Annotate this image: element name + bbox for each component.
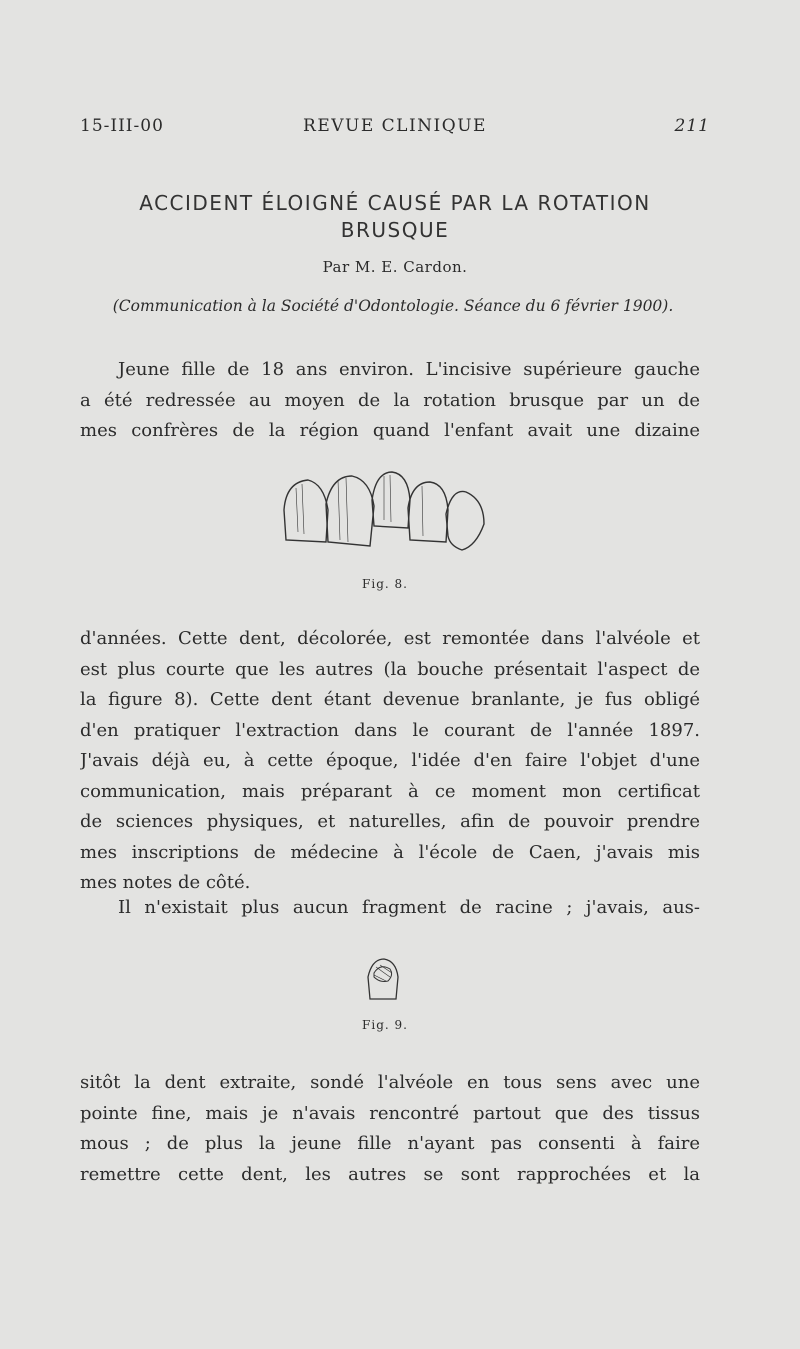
text-line: mes inscriptions de médecine à l'école de Caen, j'avais mis bbox=[80, 841, 700, 863]
figure-9-caption: Fig. 9. bbox=[362, 1018, 408, 1032]
article-title-line-1: ACCIDENT ÉLOIGNÉ CAUSÉ PAR LA ROTATION bbox=[139, 191, 651, 215]
text-line: Jeune fille de 18 ans environ. L'incisive supérieure gauche bbox=[118, 359, 700, 380]
text-line: mes confrères de la région quand l'enfant avait une dizaine bbox=[80, 420, 700, 441]
figure-8-teeth-illustration bbox=[280, 470, 500, 560]
paragraph-4 bbox=[80, 1068, 700, 1190]
text-line: la figure 8). Cette dent étant devenue branlante, je fus obligé bbox=[80, 689, 700, 710]
text-line: J'avais déjà eu, à cette époque, l'idée d'en faire l'objet d'une bbox=[80, 750, 700, 771]
text-line: pointe fine, mais je n'avais rencontré partout que des tissus bbox=[80, 1102, 700, 1124]
text-line: remettre cette dent, les autres se sont rapprochées et la bbox=[80, 1163, 700, 1185]
figure-8-caption: Fig. 8. bbox=[362, 577, 408, 591]
issue-date: 15-III-00 bbox=[80, 116, 164, 136]
text-line: est plus courte que les autres (la bouche présentait l'aspect de bbox=[80, 658, 700, 680]
text-line: d'années. Cette dent, décolorée, est remontée dans l'alvéole et bbox=[80, 628, 700, 649]
text-line: mous ; de plus la jeune fille n'ayant pas consenti à faire bbox=[80, 1133, 700, 1154]
byline: Par M. E. Cardon. bbox=[322, 258, 468, 276]
text-line: Il n'existait plus aucun fragment de racine ; j'avais, aus- bbox=[118, 897, 700, 918]
communication-note: (Communication à la Société d'Odontologie. Séance du 6 février 1900). bbox=[112, 297, 674, 315]
article-title-line-2: BRUSQUE bbox=[340, 218, 450, 242]
article-title bbox=[90, 190, 700, 244]
figure-9-extracted-tooth-illustration bbox=[360, 955, 406, 1005]
journal-section: REVUE CLINIQUE bbox=[303, 116, 487, 136]
text-line: sitôt la dent extraite, sondé l'alvéole en tous sens avec une bbox=[80, 1072, 700, 1093]
paragraph-2 bbox=[80, 624, 700, 899]
running-head bbox=[80, 116, 710, 140]
paragraph-1 bbox=[80, 355, 700, 447]
page-number: 211 bbox=[674, 116, 710, 136]
text-line: d'en pratiquer l'extraction dans le courant de l'année 1897. bbox=[80, 719, 700, 741]
text-line: de sciences physiques, et naturelles, afin de pouvoir prendre bbox=[80, 811, 700, 832]
text-line: a été redressée au moyen de la rotation brusque par un de bbox=[80, 389, 700, 411]
paragraph-3 bbox=[80, 893, 700, 924]
text-line: communication, mais préparant à ce moment mon certificat bbox=[80, 780, 700, 802]
text-line: mes notes de côté. bbox=[80, 872, 251, 893]
